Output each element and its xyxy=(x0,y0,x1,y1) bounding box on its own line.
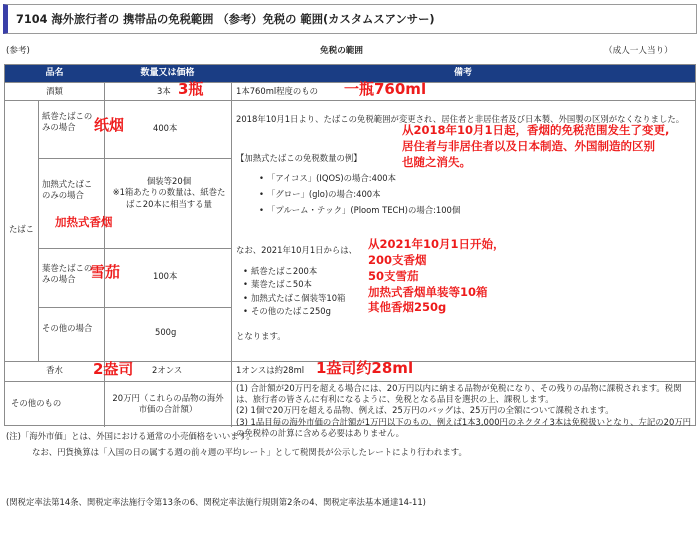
annotation-paper: 纸烟 xyxy=(94,116,125,134)
heated-examples-list xyxy=(257,171,557,219)
annotation-perfume-note: 1盎司约28ml xyxy=(316,359,414,377)
alcohol-name: 酒類 xyxy=(46,86,63,96)
list-item: • 「アイコス」(IQOS)の場合:400本 xyxy=(257,171,557,187)
tobacco-heated-qty: 個装等20個 ※1箱あたりの数量は、紙巻たばこ20本に相当する量 xyxy=(112,176,226,209)
page-title: 7104 海外旅行者の 携帯品の免税範囲 （参考）免税の 範囲(カスタムスアンサー) xyxy=(3,4,697,34)
list-item: • 「グロー」(glo)の場合:400本 xyxy=(257,187,557,203)
grid-line xyxy=(38,307,231,308)
tobacco-other-name: その他の場合 xyxy=(42,323,93,333)
perfume-note: 1オンスは約28ml xyxy=(236,365,305,375)
list-item: • 「プルーム・テック」(Ploom TECH)の場合:100個 xyxy=(257,203,557,219)
grid-line xyxy=(5,100,695,101)
list-item: • 葉巻たばこ50本 xyxy=(241,278,381,291)
tobacco-heated-name: 加熱式たばこのみの場合 xyxy=(42,179,93,201)
annotation-alcohol-qty: 3瓶 xyxy=(178,80,204,98)
grid-line xyxy=(38,158,231,159)
tobacco-other-qty: 500g xyxy=(155,327,177,337)
tobacco-cigar-name: 葉巻たばこのみの場合 xyxy=(42,263,93,285)
footnote-exchange-rate: なお、円貨換算は「入国の日の属する週の前々週の平均レート」として税関長が公示したレートにより行われます。 xyxy=(32,447,467,457)
grid-line xyxy=(38,100,39,361)
grid-line xyxy=(38,248,231,249)
header-notes: 備考 xyxy=(453,68,472,78)
tobacco-group-label: たばこ xyxy=(8,224,35,234)
perfume-qty: 2オンス xyxy=(152,365,183,375)
footnote-legal-references: (関税定率法第14条、関税定率法施行令第13条の6、関税定率法施行規則第2条の4、関税定率法基本通達14-11) xyxy=(6,497,426,507)
header-qty: 数量又は価格 xyxy=(140,68,195,78)
annotation-alcohol-note: 一瓶760ml xyxy=(344,80,427,98)
grid-line xyxy=(104,82,105,101)
others-notes xyxy=(236,383,692,439)
reference-label: (参考) xyxy=(6,46,30,56)
annotation-heated: 加热式香烟 xyxy=(55,215,113,229)
tobacco-limits-list xyxy=(241,265,381,319)
annotation-since-2021: 从2021年10月1日开始， 200支香烟 50支雪茄 加热式香烟单装等10箱 其他香烟250g xyxy=(368,237,505,315)
alcohol-note: 1本760ml程度のもの xyxy=(236,86,319,96)
perfume-name: 香水 xyxy=(46,365,63,375)
grid-line xyxy=(231,82,232,427)
footnote-market-price: (注)「海外市価」とは、外国における通常の小売価格をいいます。 xyxy=(6,431,255,441)
annotation-perfume-qty: 2盎司 xyxy=(93,360,134,378)
grid-line xyxy=(5,381,695,382)
tobacco-note-suffix: となります。 xyxy=(236,331,286,341)
tobacco-cigar-qty: 100本 xyxy=(153,271,178,281)
list-item: • その他のたばこ250g xyxy=(241,305,381,318)
tobacco-paper-name: 紙巻たばこのみの場合 xyxy=(42,111,93,133)
tobacco-paper-qty: 400本 xyxy=(153,123,178,133)
per-adult-label: （成人一人当り） xyxy=(604,46,673,56)
header-item: 品名 xyxy=(45,68,64,78)
heated-examples-title: 【加熱式たばこの免税数量の例】 xyxy=(236,153,362,163)
grid-line xyxy=(104,381,105,427)
tobacco-note-2021: なお、2021年10月1日からは、 xyxy=(236,245,358,255)
others-qty: 20万円（これらの品物の海外市価の合計額） xyxy=(112,393,224,415)
table-caption: 免税の範囲 xyxy=(320,46,363,56)
others-note-1: (1) 合計額が20万円を超える場合には、20万円以内に納まる品物が免税になり、その残りの品物に課税されます。税関は、旅行者の皆さんに有利になるように、免税となる品目を選択の上、課税します。 xyxy=(236,383,682,405)
list-item: • 紙巻たばこ200本 xyxy=(241,265,381,278)
others-note-3: (3) 1品目毎の海外市価の合計額が1万円以下のもの、例えば1本3,000円のネクタイ3本は免税扱いとなり、左記の20万円の免税枠の計算に含める必要はありません。 xyxy=(236,416,692,438)
tobacco-note-intro: 2018年10月1日より、たばこの免税範囲が変更され、居住者と非居住者及び日本製、外国製の区別がなくなりました。 xyxy=(236,114,685,124)
others-note-2: (2) 1個で20万円を超える品物、例えば、25万円のバッグは、25万円の全額について課税されます。 xyxy=(236,405,614,416)
others-name: その他のもの xyxy=(11,398,62,408)
annotation-change-2018: 从2018年10月1日起，香烟的免税范围发生了变更, 居住者与非居住者以及日本制造、外国制造的区别 也随之消失。 xyxy=(402,123,670,169)
alcohol-qty: 3本 xyxy=(157,86,171,96)
annotation-cigar: 雪茄 xyxy=(90,263,121,281)
list-item: • 加熱式たばこ個装等10箱 xyxy=(241,292,381,305)
